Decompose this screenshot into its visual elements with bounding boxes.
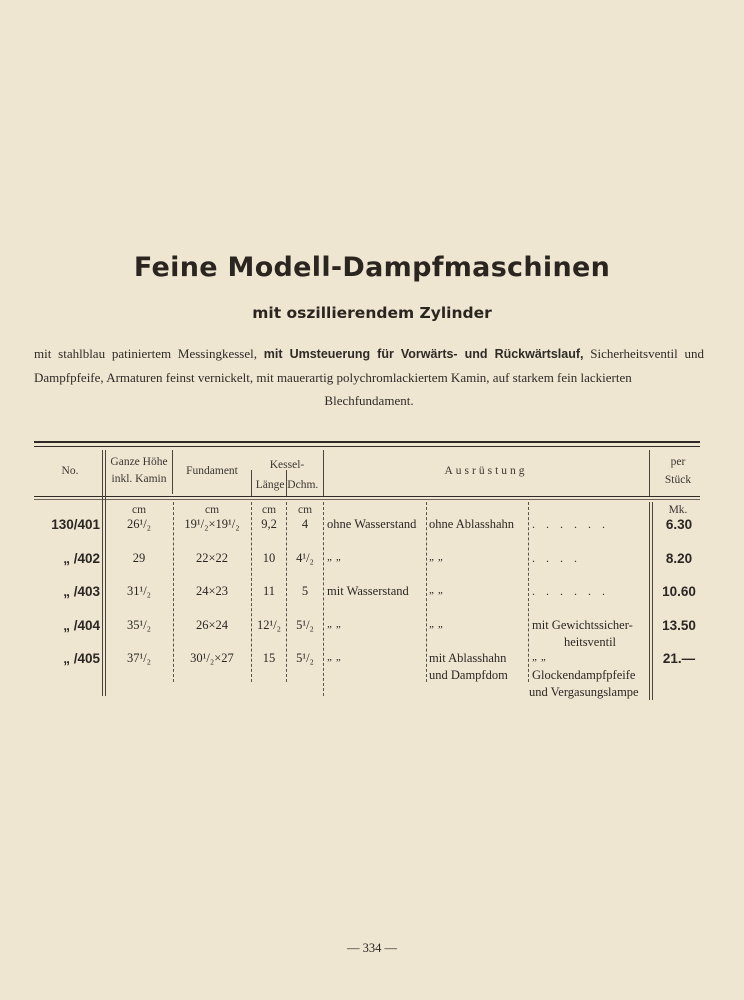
header-ausruestung: Ausrüstung xyxy=(444,465,528,477)
row-5-preis: 21.— xyxy=(662,651,696,666)
row-5-a3c: und Vergasungslampe xyxy=(529,685,639,699)
row-3-fundament: 24×23 xyxy=(195,584,229,598)
row-1-hoehe: 26¹/₂ xyxy=(126,517,152,531)
row-4-no: „ /404 xyxy=(63,618,100,633)
table-top-rule xyxy=(34,441,700,443)
column-divider xyxy=(528,502,529,682)
row-5-hoehe: 37¹/₂ xyxy=(126,651,152,665)
row-3-a1: mit Wasserstand xyxy=(327,584,409,598)
row-4-a3: mit Gewichtssicher- xyxy=(532,618,633,632)
header-fundament: Fundament xyxy=(186,465,238,477)
row-4-a2: „ „ xyxy=(429,618,444,630)
row-1-a3: . . . . . . xyxy=(532,517,609,531)
row-3-laenge: 11 xyxy=(262,584,276,598)
row-3-a3: . . . . . . xyxy=(532,584,609,598)
description-text-1: mit stahlblau patiniertem Messingkessel, xyxy=(34,346,264,361)
row-2-hoehe: 29 xyxy=(132,551,146,565)
row-1-no: 130/401 xyxy=(51,517,100,532)
row-5-no: „ /405 xyxy=(63,651,100,666)
row-4-fundament: 26×24 xyxy=(195,618,229,632)
header-kessel-line2: Länge Dchm. xyxy=(255,479,319,491)
row-1-a2: ohne Ablasshahn xyxy=(429,517,515,531)
column-divider xyxy=(172,450,173,494)
row-2-a3: . . . . xyxy=(532,551,581,565)
table-top-rule-thin xyxy=(34,446,700,447)
description xyxy=(34,342,704,412)
row-5-fundament: 30¹/₂×27 xyxy=(190,651,234,665)
row-2-preis: 8.20 xyxy=(665,551,693,566)
row-5-dchm: 5¹/₂ xyxy=(296,651,314,665)
row-5-a3: „ „ xyxy=(532,651,547,663)
row-3-hoehe: 31¹/₂ xyxy=(126,584,152,598)
header-bottom-rule-thin xyxy=(34,499,700,500)
row-4-laenge: 12¹/₂ xyxy=(256,618,282,632)
row-4-preis: 13.50 xyxy=(662,618,696,633)
column-divider xyxy=(649,450,650,496)
row-2-a2: „ „ xyxy=(429,551,444,563)
row-1-preis: 6.30 xyxy=(665,517,693,532)
row-1-fundament: 19¹/₂×19¹/₂ xyxy=(184,517,240,531)
row-3-a2: „ „ xyxy=(429,584,444,596)
row-5-a3b: Glockendampfpfeife xyxy=(532,668,636,682)
unit-dchm: cm xyxy=(297,504,313,516)
unit-fundament: cm xyxy=(204,504,220,516)
row-1-a1: ohne Wasserstand xyxy=(327,517,417,531)
page-number: — 334 — xyxy=(347,941,397,955)
row-4-dchm: 5¹/₂ xyxy=(296,618,314,632)
header-no: No. xyxy=(61,465,79,477)
column-divider xyxy=(323,502,324,696)
row-5-laenge: 15 xyxy=(262,651,276,665)
row-5-a2: mit Ablasshahn xyxy=(429,651,507,665)
header-hoehe-line1: Ganze Höhe xyxy=(110,456,168,468)
row-4-a3b: heitsventil xyxy=(563,635,617,649)
row-3-dchm: 5 xyxy=(301,584,309,598)
row-1-dchm: 4 xyxy=(301,517,309,531)
unit-laenge: cm xyxy=(261,504,277,516)
row-5-a1: „ „ xyxy=(327,651,342,663)
header-hoehe-line2: inkl. Kamin xyxy=(111,473,167,485)
row-2-dchm: 4¹/₂ xyxy=(296,551,314,565)
row-4-hoehe: 35¹/₂ xyxy=(126,618,152,632)
page-subtitle: mit oszillierendem Zylinder xyxy=(252,304,492,322)
column-divider xyxy=(426,502,427,682)
row-4-a1: „ „ xyxy=(327,618,342,630)
column-divider xyxy=(102,450,103,696)
row-5-a2b: und Dampfdom xyxy=(429,668,508,682)
row-2-a1: „ „ xyxy=(327,551,342,563)
header-bottom-rule xyxy=(34,496,700,497)
column-divider xyxy=(649,502,650,700)
description-text-2: Sicherheitsventil und Dampfpfeife, Armaturen feinst vernickelt, mit mauerartig polychromlackiertem Kamin, auf starkem fein lackierten xyxy=(34,346,704,385)
row-2-no: „ /402 xyxy=(63,551,100,566)
column-divider xyxy=(652,502,653,700)
unit-hoehe: cm xyxy=(131,504,147,516)
header-kessel-line1: Kessel- xyxy=(269,459,305,471)
row-3-preis: 10.60 xyxy=(662,584,696,599)
row-2-fundament: 22×22 xyxy=(195,551,229,565)
description-bold: mit Umsteuerung für Vorwärts- und Rückwärtslauf, xyxy=(263,347,584,361)
page-title: Feine Modell-Dampfmaschinen xyxy=(133,252,611,283)
row-1-laenge: 9,2 xyxy=(261,517,277,531)
row-3-no: „ /403 xyxy=(63,584,100,599)
unit-preis: Mk. xyxy=(668,504,688,516)
description-text-3: Blechfundament. xyxy=(324,393,414,408)
row-2-laenge: 10 xyxy=(262,551,276,565)
header-preis-line2: Stück xyxy=(664,474,692,486)
header-preis-line1: per xyxy=(670,456,686,468)
